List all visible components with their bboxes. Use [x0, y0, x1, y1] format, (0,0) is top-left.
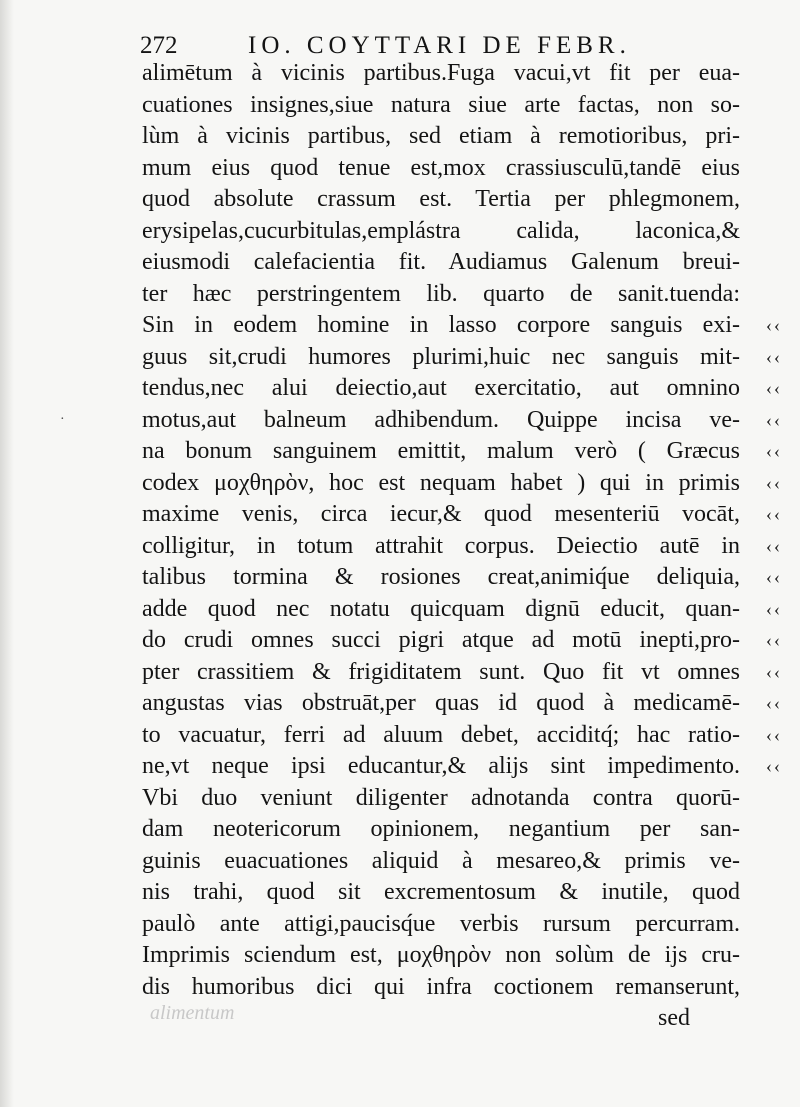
quotation-mark: ‹‹	[766, 756, 782, 776]
quotation-mark: ‹‹	[766, 693, 782, 713]
text-line: nis trahi, quod sit excrementosum & inutile, quod	[142, 879, 740, 905]
quotation-mark: ‹‹	[766, 504, 782, 524]
body-text	[142, 58, 782, 1035]
quotation-mark: ‹‹	[766, 346, 782, 367]
text-line: paulò ante attigi,paucisq́ue verbis rursum percurram.	[142, 910, 740, 937]
quoted-line: adde quod nec notatu quicquam dignū educit, quan- ‹‹	[142, 594, 740, 626]
quoted-line: codex μοχθηρὸν, hoc est nequam habet ) qui in primis ‹‹	[142, 468, 740, 500]
text-line: dam neotericorum opinionem, negantium per san-	[142, 816, 740, 842]
quotation-mark: ‹‹	[766, 472, 782, 493]
quoted-line: Sin in eodem homine in lasso corpore sanguis exi- ‹‹	[142, 310, 740, 342]
text-line: mum eius quod tenue est,mox crassiusculū,tandē eius	[142, 154, 740, 181]
quoted-line: guus sit,crudi humores plurimi,huic nec sanguis mit- ‹‹	[142, 342, 740, 374]
quoted-line: do crudi omnes succi pigri atque ad motū inepti,pro- ‹‹	[142, 625, 740, 657]
quoted-line: maxime venis, circa iecur,& quod mesenteriū vocāt, ‹‹	[142, 499, 740, 531]
quoted-line: motus,aut balneum adhibendum. Quippe incisa ve- ‹‹	[142, 405, 740, 437]
quotation-mark: ‹‹	[766, 535, 782, 556]
quotation-mark: ‹‹	[766, 567, 782, 587]
text-line: dis humoribus dici qui infra coctionem remanserunt,	[142, 973, 740, 1000]
quotation-mark: ‹‹	[766, 315, 782, 335]
quoted-line: ne,vt neque ipsi educantur,& alijs sint impedimento. ‹‹	[142, 751, 740, 783]
quotation-mark: ‹‹	[766, 661, 782, 682]
quoted-line: tendus,nec alui deiectio,aut exercitatio, aut omnino ‹‹	[142, 373, 740, 405]
quoted-line: talibus tormina & rosiones creat,animiq́ue deliquia, ‹‹	[142, 562, 740, 594]
quoted-line: angustas vias obstruāt,per quas id quod à medicamē- ‹‹	[142, 688, 740, 720]
text-line: Imprimis sciendum est, μοχθηρὸν non solùm de ijs cru-	[142, 942, 740, 968]
text-line: guinis euacuationes aliquid à mesareo,& primis ve-	[142, 847, 740, 874]
text-line: quod absolute crassum est. Tertia per phlegmonem,	[142, 186, 740, 212]
quoted-line: pter crassitiem & frigiditatem sunt. Quo fit vt omnes ‹‹	[142, 657, 740, 689]
catchword: sed	[658, 1005, 690, 1031]
quotation-mark: ‹‹	[766, 724, 782, 745]
quotation-mark: ‹‹	[766, 378, 782, 398]
quoted-line: to vacuatur, ferri ad aluum debet, acciditq́; hac ratio- ‹‹	[142, 720, 740, 752]
quoted-line: colligitur, in totum attrahit corpus. Deiectio autē in ‹‹	[142, 531, 740, 563]
page-number: 272	[140, 32, 178, 59]
text-line: ter hæc perstringentem lib. quarto de sanit.tuenda:	[142, 280, 740, 307]
margin-mark: ·	[60, 412, 65, 427]
text-line: Vbi duo veniunt diligenter adnotanda contra quorū-	[142, 784, 740, 811]
quoted-line: na bonum sanguinem emittit, malum verò ( Græcus ‹‹	[142, 436, 740, 468]
quotation-mark: ‹‹	[766, 598, 782, 619]
page-gutter-shadow	[0, 0, 14, 1107]
text-line: erysipelas,cucurbitulas,emplástra calida, laconica,&	[142, 217, 740, 244]
text-line: lùm à vicinis partibus, sed etiam à remotioribus, pri-	[142, 123, 740, 149]
text-line: cuationes insignes,siue natura siue arte factas, non so-	[142, 91, 740, 118]
quotation-mark: ‹‹	[766, 441, 782, 461]
quotation-mark: ‹‹	[766, 630, 782, 650]
text-line: alimētum à vicinis partibus.Fuga vacui,vt fit per eua-	[142, 60, 740, 86]
faded-offset-text: alimentum	[150, 1002, 235, 1024]
quotation-mark: ‹‹	[766, 409, 782, 430]
text-line: eiusmodi calefacientia fit. Audiamus Galenum breui-	[142, 249, 740, 275]
running-title: IO. COYTTARI DE FEBR.	[248, 32, 631, 59]
